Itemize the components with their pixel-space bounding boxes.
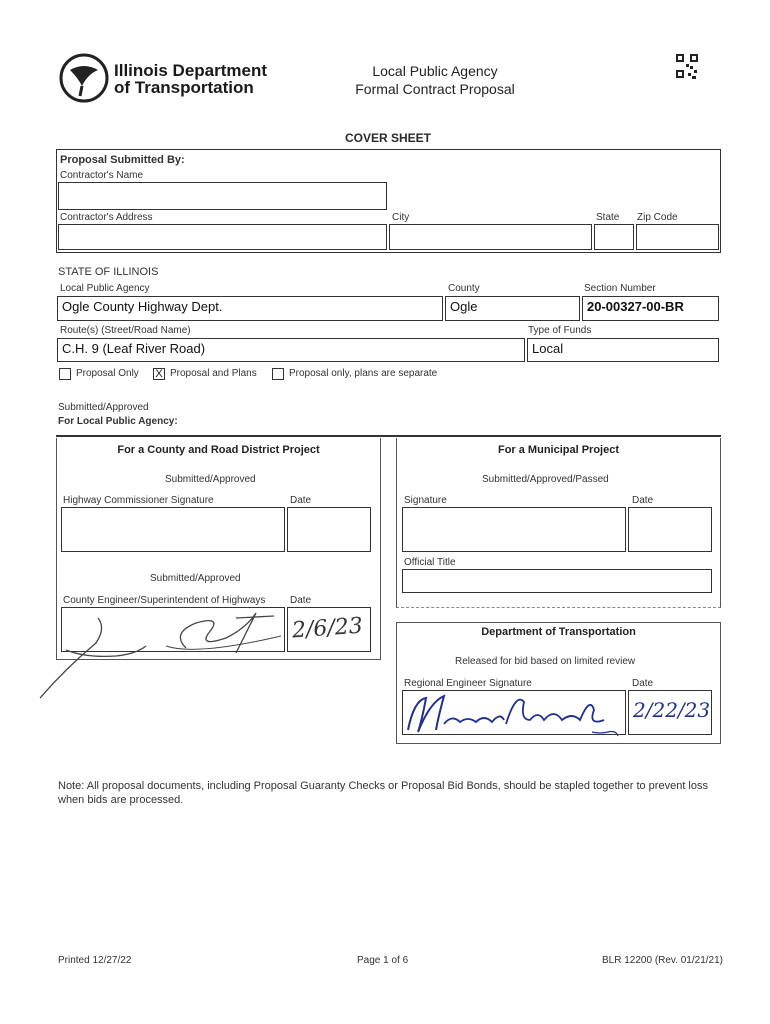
- proposal-only-checkbox[interactable]: [59, 368, 71, 380]
- hwy-commissioner-date-label: Date: [290, 495, 312, 506]
- state-of-illinois: STATE OF ILLINOIS: [58, 266, 159, 278]
- routes-field[interactable]: C.H. 9 (Leaf River Road): [57, 338, 525, 362]
- county-label: County: [448, 283, 480, 294]
- form-title: [320, 62, 550, 98]
- proposal-and-plans-checkbox[interactable]: X: [153, 368, 165, 380]
- municipal-signature-field[interactable]: [402, 507, 626, 552]
- printed-date: Printed 12/27/22: [58, 955, 132, 966]
- county-project-heading: For a County and Road District Project: [117, 444, 320, 456]
- proposal-submitted-by-label: Proposal Submitted By:: [60, 154, 185, 166]
- lpa-field[interactable]: Ogle County Highway Dept.: [57, 296, 443, 321]
- form-title-line2: Formal Contract Proposal: [355, 81, 515, 97]
- plans-separate-checkbox[interactable]: [272, 368, 284, 380]
- county-engineer-label: County Engineer/Superintendent of Highways: [63, 595, 266, 606]
- section-divider: [56, 435, 721, 437]
- agency-name-line1: Illinois Department: [114, 61, 268, 80]
- footer-note: Note: All proposal documents, including Proposal Guaranty Checks or Proposal Bid Bonds, should be stapled together to prevent loss when bids are processed.: [58, 780, 708, 806]
- municipal-date-field[interactable]: [628, 507, 712, 552]
- form-number: BLR 12200 (Rev. 01/21/21): [602, 955, 724, 966]
- submitted-approved-label: Submitted/Approved: [58, 402, 149, 413]
- official-title-label: Official Title: [404, 557, 456, 568]
- lpa-label: Local Public Agency: [60, 283, 150, 294]
- hwy-commissioner-date-field[interactable]: [287, 507, 371, 552]
- city-field[interactable]: [389, 224, 592, 250]
- county-engineer-date-label: Date: [290, 595, 312, 606]
- regional-engineer-date-value: 2/22/23: [633, 698, 711, 722]
- cover-sheet-title: COVER SHEET: [345, 131, 432, 145]
- official-title-field[interactable]: [402, 569, 712, 593]
- routes-label: Route(s) (Street/Road Name): [60, 325, 191, 336]
- page-number: Page 1 of 6: [357, 955, 409, 966]
- plans-separate-label: Proposal only, plans are separate: [289, 368, 438, 379]
- form-title-line1: Local Public Agency: [372, 63, 498, 79]
- proposal-and-plans-label: Proposal and Plans: [170, 368, 257, 379]
- idot-logo-icon: [58, 52, 110, 104]
- agency-name-line2: of Transportation: [114, 78, 254, 97]
- dot-heading: Department of Transportation: [481, 626, 636, 638]
- qr-code-icon: [676, 54, 698, 80]
- section-number-label: Section Number: [584, 283, 656, 294]
- engineer-submitted-approved: Submitted/Approved: [150, 573, 241, 584]
- regional-engineer-label: Regional Engineer Signature: [404, 678, 532, 689]
- state-label: State: [596, 212, 620, 223]
- contractor-name-label: Contractor's Name: [60, 170, 144, 181]
- funds-label: Type of Funds: [528, 325, 592, 336]
- county-engineer-date-value: 2/6/23: [291, 613, 364, 644]
- section-number-field[interactable]: 20-00327-00-BR: [582, 296, 719, 321]
- for-lpa-label: For Local Public Agency:: [58, 416, 178, 427]
- county-engineer-signature-icon: [36, 608, 286, 703]
- contractor-address-label: Contractor's Address: [60, 212, 153, 223]
- contractor-name-field[interactable]: [58, 182, 387, 210]
- regional-engineer-date-label: Date: [632, 678, 654, 689]
- county-submitted-approved: Submitted/Approved: [165, 474, 256, 485]
- state-field[interactable]: [594, 224, 634, 250]
- released-text: Released for bid based on limited review: [455, 656, 636, 667]
- city-label: City: [392, 212, 410, 223]
- regional-engineer-signature-icon: [404, 690, 624, 745]
- contractor-address-field[interactable]: [58, 224, 387, 250]
- funds-field[interactable]: Local: [527, 338, 719, 362]
- zip-field[interactable]: [636, 224, 719, 250]
- municipal-submitted-approved-passed: Submitted/Approved/Passed: [482, 474, 609, 485]
- zip-label: Zip Code: [637, 212, 678, 223]
- municipal-project-heading: For a Municipal Project: [497, 444, 620, 456]
- proposal-only-label: Proposal Only: [76, 368, 139, 379]
- hwy-commissioner-signature-field[interactable]: [61, 507, 285, 552]
- county-field[interactable]: Ogle: [445, 296, 580, 321]
- agency-name: [114, 62, 267, 96]
- hwy-commissioner-label: Highway Commissioner Signature: [63, 495, 214, 506]
- municipal-date-label: Date: [632, 495, 654, 506]
- municipal-signature-label: Signature: [404, 495, 447, 506]
